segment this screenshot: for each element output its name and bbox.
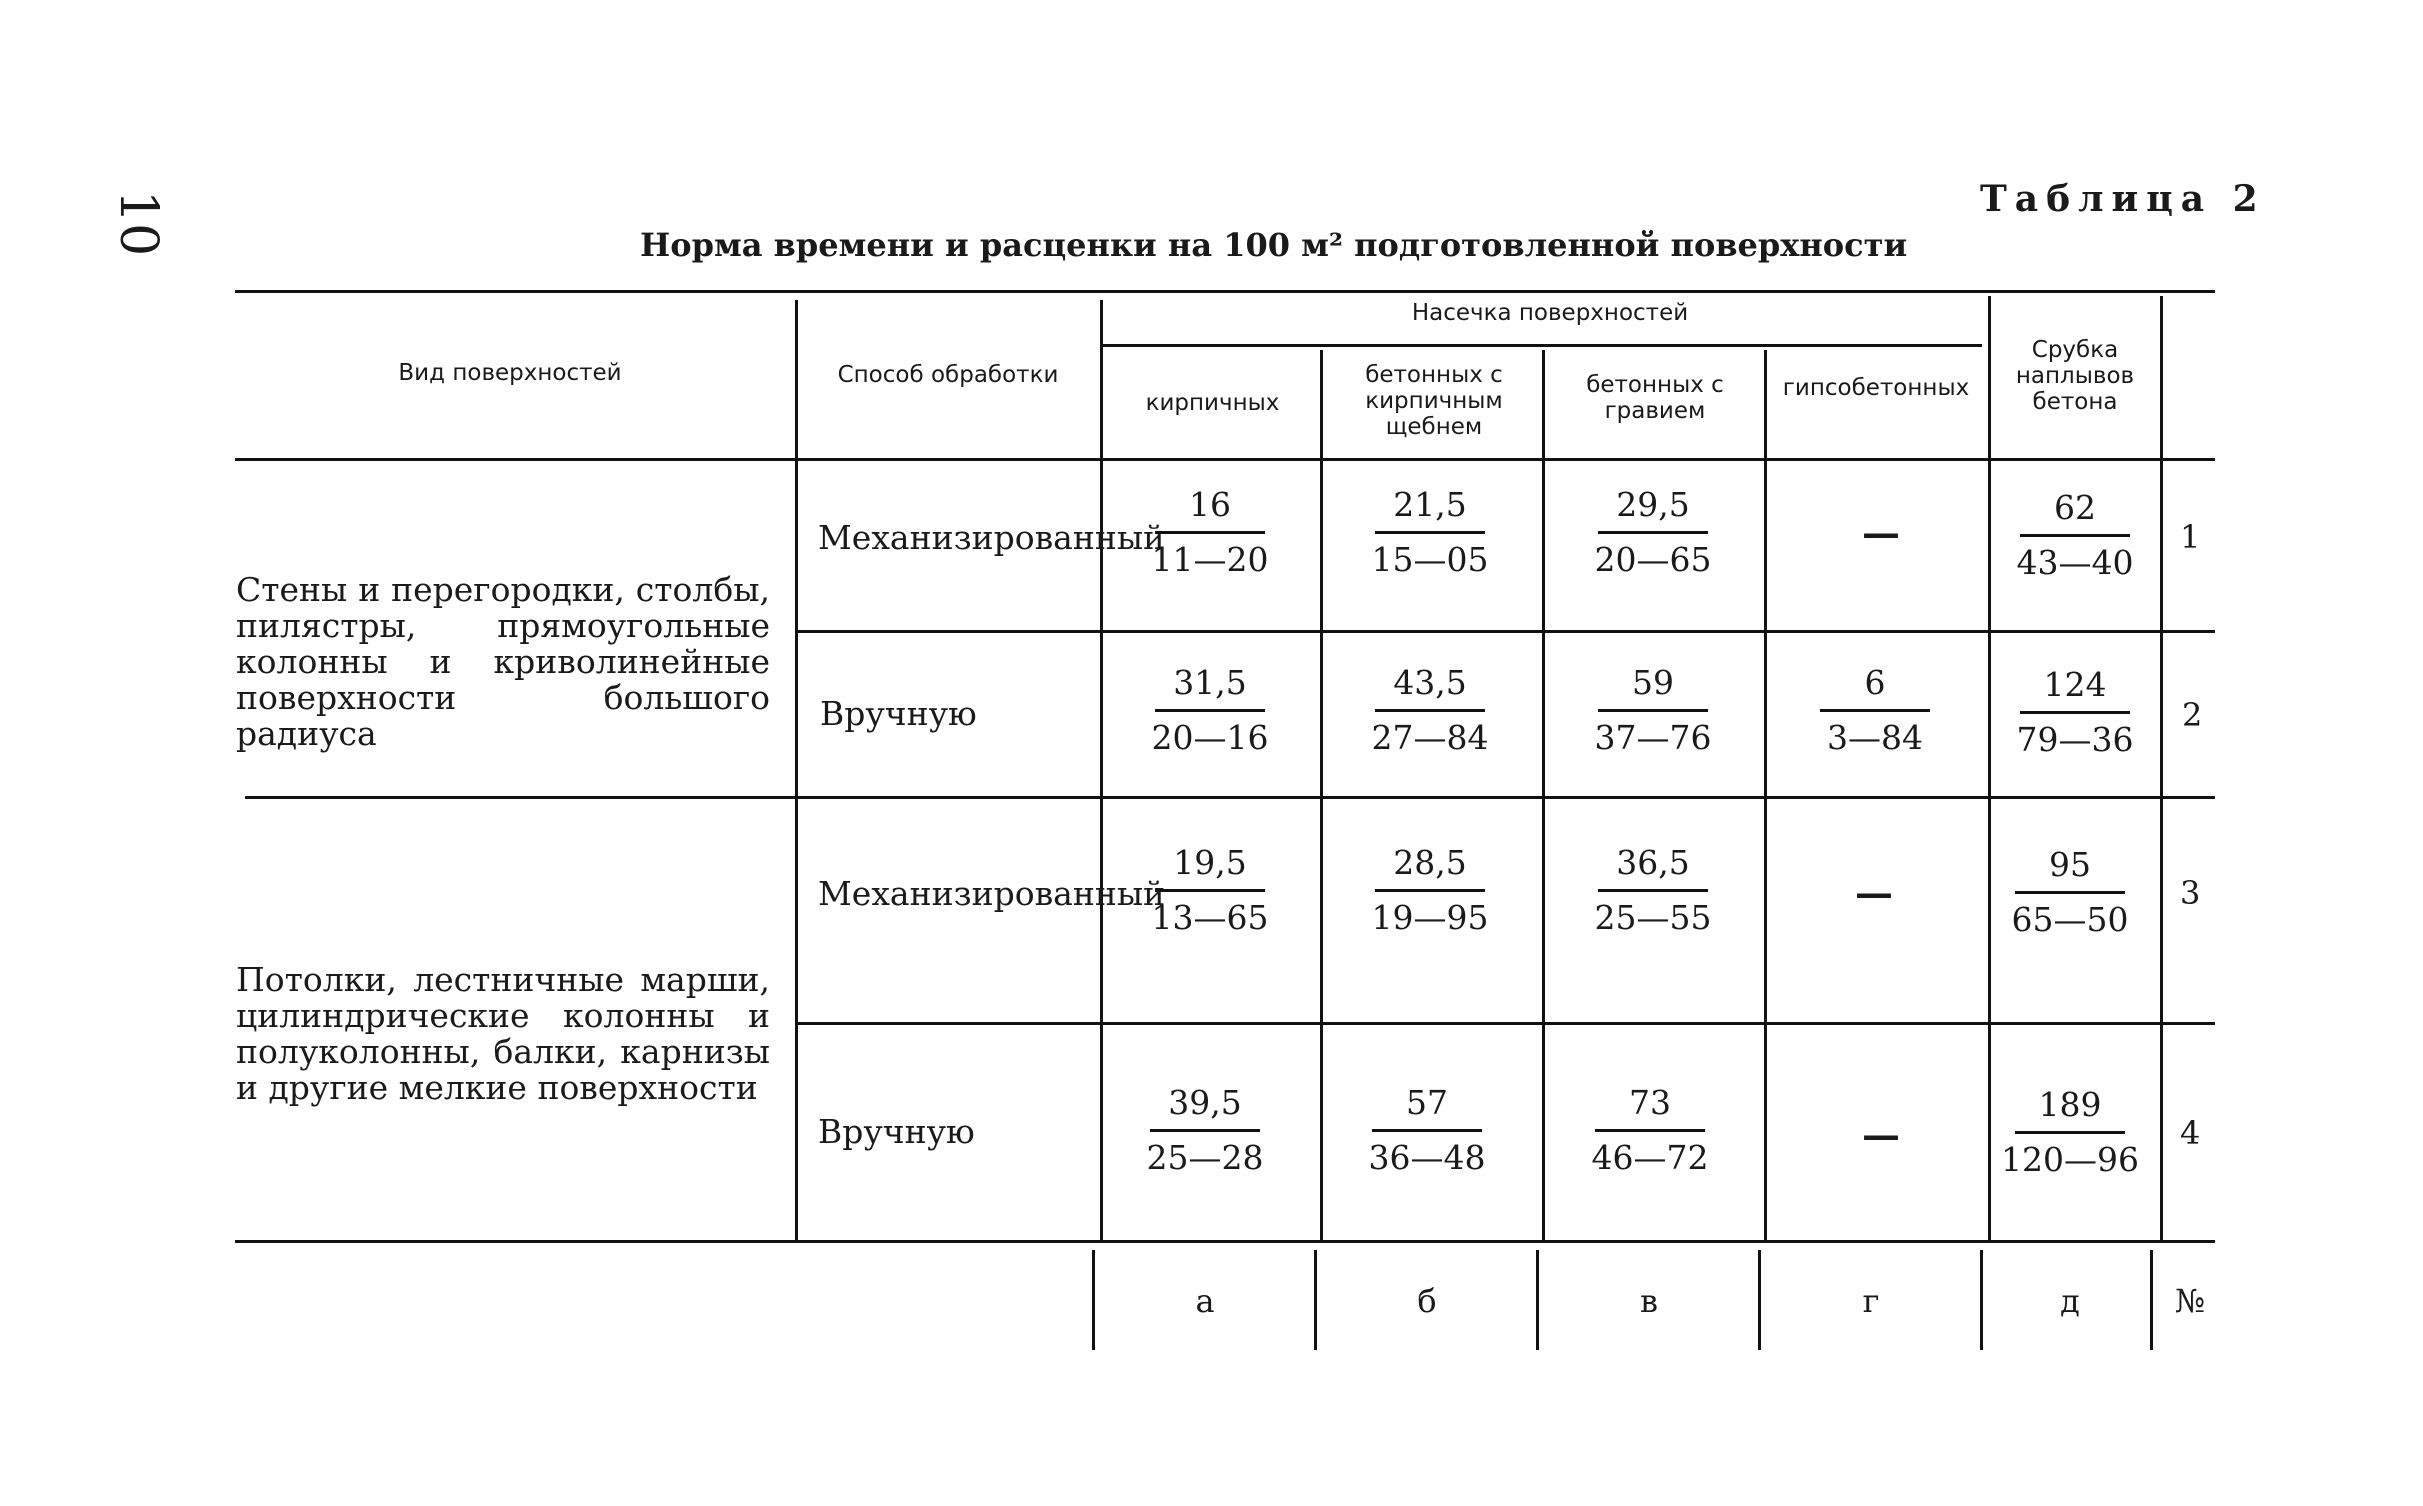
r3-col-a-rate: 13—65	[1151, 898, 1269, 937]
r4-col-v-norm: 73	[1629, 1083, 1671, 1122]
fraction-bar	[1150, 1129, 1260, 1132]
rule-after-b	[1542, 350, 1545, 1240]
r3-col-b-value	[1355, 843, 1505, 938]
r3-col-b-rate: 19—95	[1371, 898, 1489, 937]
r4-col-v-rate: 46—72	[1591, 1138, 1709, 1177]
fraction-bar	[2015, 1131, 2125, 1134]
fraction-bar	[2020, 534, 2130, 537]
r2-col-a-value	[1135, 663, 1285, 758]
r2-col-a-norm: 31,5	[1173, 663, 1247, 702]
fraction-bar	[1155, 709, 1265, 712]
footer-rule-1	[1092, 1250, 1095, 1350]
fraction-bar	[1155, 531, 1265, 534]
rule-after-surface	[795, 300, 798, 1240]
footer-letter-g: г	[1862, 1282, 1880, 1320]
fraction-bar	[2015, 891, 2125, 894]
table-title: Норма времени и расценки на 100 м² подготовленной поверхности	[640, 226, 1908, 264]
fraction-bar	[1598, 709, 1708, 712]
table-label: Таблица 2	[1980, 178, 2266, 220]
r1-col-v-norm: 29,5	[1616, 485, 1690, 524]
r1-col-b-rate: 15—05	[1371, 540, 1489, 579]
header-col-a: кирпичных	[1145, 390, 1280, 416]
header-notching-group: Насечка поверхностей	[1411, 300, 1689, 326]
r2-col-v-rate: 37—76	[1594, 718, 1712, 757]
header-method: Способ обработки	[837, 362, 1059, 388]
r1-col-b-value	[1355, 485, 1505, 580]
row-3-bottom-rule	[795, 1022, 2215, 1025]
r3-col-a-value	[1135, 843, 1285, 938]
r1-col-v-value	[1578, 485, 1728, 580]
row-1-number: 1	[2180, 518, 2201, 556]
r2-col-d-rate: 79—36	[2016, 720, 2134, 759]
row-4-number: 4	[2180, 1114, 2201, 1152]
fraction-bar	[1375, 889, 1485, 892]
footer-rule-4	[1758, 1250, 1761, 1350]
group-2-description: Потолки, лестничные марши, цилиндрические колонны и полуколонны, балки, карнизы и другие мелкие поверхности	[236, 960, 770, 1107]
fraction-bar	[1375, 709, 1485, 712]
table-top-rule	[235, 290, 2215, 293]
r2-col-a-rate: 20—16	[1151, 718, 1269, 757]
footer-letter-b: б	[1417, 1282, 1437, 1320]
rule-after-d	[2160, 296, 2163, 1240]
r4-col-a-rate: 25—28	[1146, 1138, 1264, 1177]
row-1-method: Механизированный	[818, 518, 1166, 557]
r2-col-g-value	[1800, 663, 1950, 758]
row-2-number: 2	[2182, 696, 2203, 734]
fraction-bar	[1598, 889, 1708, 892]
header-col-v: бетонных с гравием	[1586, 372, 1724, 424]
r4-col-b-rate: 36—48	[1368, 1138, 1486, 1177]
footer-rule-6	[2150, 1250, 2153, 1350]
footer-letter-d: д	[2060, 1282, 2080, 1320]
table-bottom-rule	[235, 1240, 2215, 1243]
r3-col-b-norm: 28,5	[1393, 843, 1467, 882]
r4-col-d-value	[1995, 1085, 2145, 1180]
r2-col-v-norm: 59	[1632, 663, 1674, 702]
header-surface-type: Вид поверхностей	[398, 360, 622, 386]
row-2-method: Вручную	[820, 694, 977, 733]
r3-col-d-rate: 65—50	[2011, 900, 2129, 939]
rule-after-g	[1988, 296, 1991, 1240]
footer-rule-3	[1536, 1250, 1539, 1350]
r4-col-d-rate: 120—96	[2001, 1140, 2139, 1179]
r3-col-d-value	[1995, 845, 2145, 940]
r2-col-v-value	[1578, 663, 1728, 758]
footer-letter-v: в	[1639, 1282, 1658, 1320]
footer-rule-5	[1980, 1250, 1983, 1350]
r3-col-v-value	[1578, 843, 1728, 938]
r1-col-v-rate: 20—65	[1594, 540, 1712, 579]
row-3-method: Механизированный	[818, 874, 1166, 913]
r2-col-b-norm: 43,5	[1393, 663, 1467, 702]
header-col-g: гипсобетонных	[1782, 375, 1970, 401]
r4-col-a-norm: 39,5	[1168, 1083, 1242, 1122]
footer-number-sign: №	[2174, 1282, 2206, 1320]
group-1-bottom-rule	[245, 796, 2215, 799]
group-1-description: Стены и перегородки, столбы, пилястры, прямоугольные колонны и криволинейные поверхности большого радиуса	[236, 570, 770, 753]
r2-col-d-norm: 124	[2043, 665, 2107, 704]
r3-col-v-norm: 36,5	[1616, 843, 1690, 882]
rule-after-a	[1320, 350, 1323, 1240]
row-3-number: 3	[2180, 874, 2201, 912]
r3-col-a-norm: 19,5	[1173, 843, 1247, 882]
footer-rule-2	[1314, 1250, 1317, 1350]
r4-col-b-value	[1352, 1083, 1502, 1178]
fraction-bar	[1372, 1129, 1482, 1132]
row-1-bottom-rule	[795, 630, 2215, 633]
r1-col-b-norm: 21,5	[1393, 485, 1467, 524]
fraction-bar	[1595, 1129, 1705, 1132]
r2-col-g-rate: 3—84	[1827, 718, 1923, 757]
r1-col-a-rate: 11—20	[1151, 540, 1269, 579]
fraction-bar	[1155, 889, 1265, 892]
fraction-bar	[2020, 711, 2130, 714]
r1-col-a-value	[1135, 485, 1285, 580]
footer-letter-a: а	[1195, 1282, 1215, 1320]
r3-col-g-dash: —	[1855, 870, 1893, 915]
r1-col-d-rate: 43—40	[2016, 543, 2134, 582]
r4-col-a-value	[1130, 1083, 1280, 1178]
rule-after-v	[1764, 350, 1767, 1240]
fraction-bar	[1598, 531, 1708, 534]
r1-col-g-dash: —	[1862, 510, 1900, 555]
header-col-d: Срубка наплывов бетона	[2015, 337, 2135, 415]
fraction-bar	[1375, 531, 1485, 534]
r1-col-a-norm: 16	[1189, 485, 1231, 524]
notching-group-rule	[1102, 344, 1982, 347]
rule-after-method	[1100, 300, 1103, 1240]
r2-col-g-norm: 6	[1864, 663, 1886, 702]
r3-col-d-norm: 95	[2049, 845, 2091, 884]
r4-col-d-norm: 189	[2038, 1085, 2102, 1124]
r4-col-b-norm: 57	[1406, 1083, 1448, 1122]
r4-col-v-value	[1575, 1083, 1725, 1178]
r3-col-v-rate: 25—55	[1594, 898, 1712, 937]
r2-col-d-value	[2000, 665, 2150, 760]
row-4-method: Вручную	[818, 1112, 975, 1151]
fraction-bar	[1820, 709, 1930, 712]
header-bottom-rule	[235, 458, 2215, 461]
r4-col-g-dash: —	[1862, 1112, 1900, 1157]
r2-col-b-rate: 27—84	[1371, 718, 1489, 757]
r2-col-b-value	[1355, 663, 1505, 758]
r1-col-d-value	[2000, 488, 2150, 583]
r1-col-d-norm: 62	[2054, 488, 2096, 527]
header-col-b: бетонных с кирпичным щебнем	[1365, 362, 1503, 440]
page-number: 10	[108, 190, 168, 257]
